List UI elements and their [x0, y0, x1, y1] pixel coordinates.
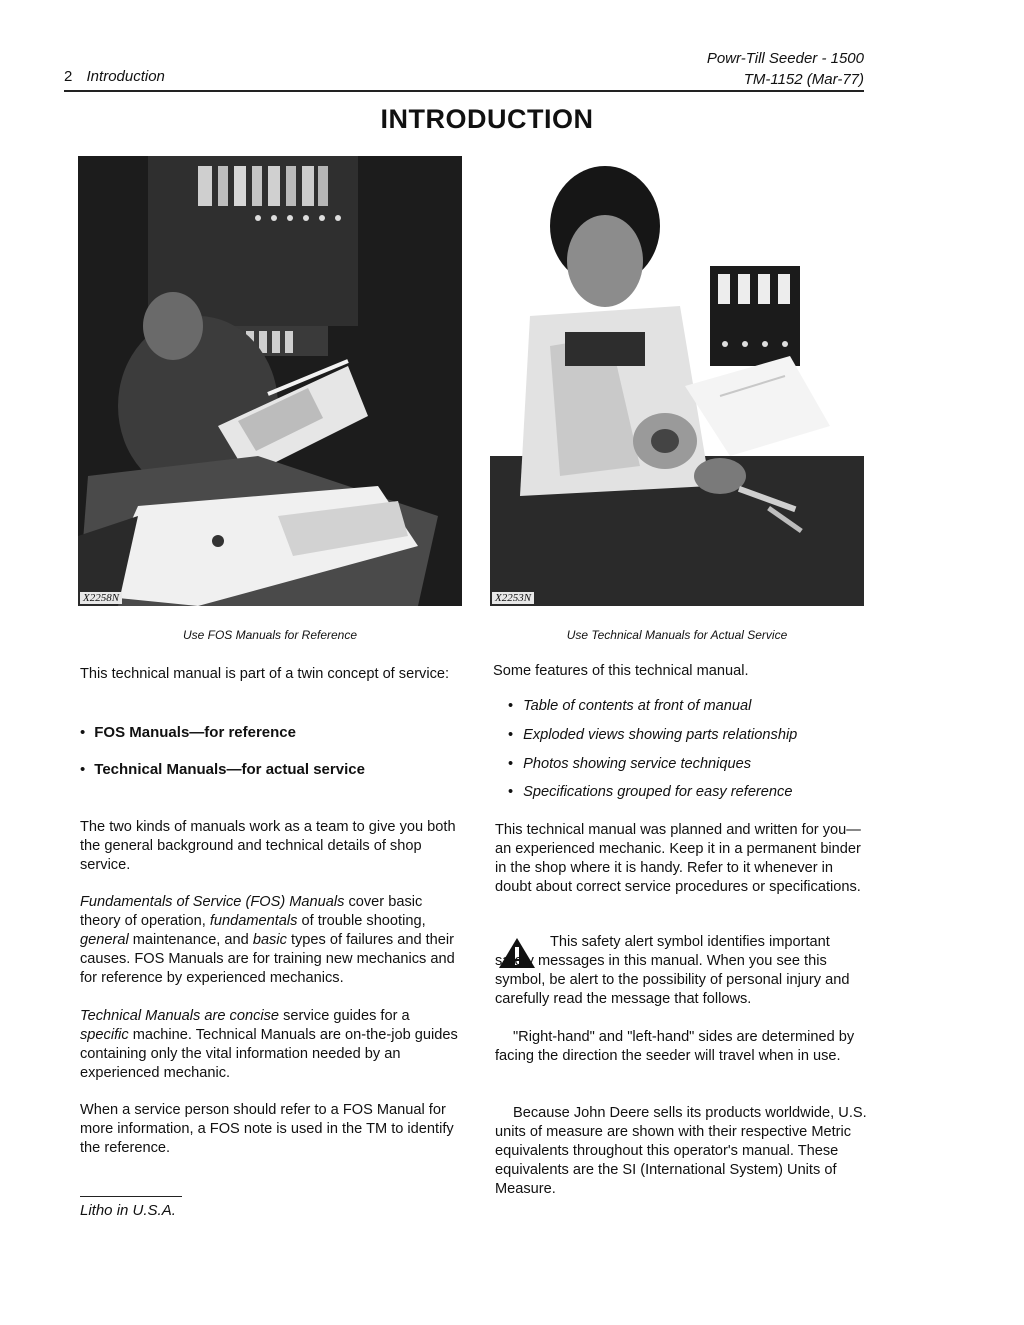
- product-name: Powr-Till Seeder - 1500: [706, 50, 864, 67]
- feature-item: • Specifications grouped for easy reference: [508, 783, 792, 802]
- intro-paragraph: This technical manual is part of a twin concept of service:: [80, 666, 450, 682]
- photo-code-left: X2258N: [80, 592, 122, 604]
- paragraph-planned: This technical manual was planned and written for you—an experienced mechanic. Keep it in a permanent binder in the shop where it is handy. Refer to it whenever in doubt about correct service procedures or specifications.: [495, 822, 861, 895]
- caption-left: Use FOS Manuals for Reference: [182, 628, 358, 642]
- feature-item: • Photos showing service techniques: [508, 755, 751, 774]
- paragraph-fos: Fundamentals of Service (FOS) Manuals cover basic theory of operation, fundamentals of trouble shooting, general maintenance, and basic types of failures and their causes. FOS Manuals are for training new mechanics and for reference by experienced mechanics.: [80, 894, 455, 986]
- features-intro: Some features of this technical manual.: [493, 663, 749, 679]
- paragraph-safety: This safety alert symbol identifies important safety messages in this manual. When you see this symbol, be alert to the possibility of personal injury and carefully read the message that follows.: [495, 934, 850, 1007]
- manual-id: TM-1152 (Mar-77): [743, 71, 864, 88]
- paragraph-technical: Technical Manuals are concise service guides for a specific machine. Technical Manuals are on-the-job guides containing only the vital information needed by an experienced mechanic.: [80, 1008, 458, 1081]
- paragraph-team: The two kinds of manuals work as a team to give you both the general background and technical details of shop service.: [80, 819, 456, 873]
- footer-rule: [80, 1196, 182, 1197]
- feature-item: • Exploded views showing parts relationship: [508, 726, 797, 745]
- feature-item: • Table of contents at front of manual: [508, 697, 751, 716]
- page-number: 2: [64, 68, 73, 85]
- footer-litho: Litho in U.S.A.: [80, 1202, 176, 1219]
- paragraph-sides: "Right-hand" and "left-hand" sides are determined by facing the direction the seeder will travel when in use.: [495, 1029, 855, 1064]
- bullet-technical: • Technical Manuals—for actual service: [80, 760, 365, 779]
- bullet-fos: • FOS Manuals—for reference: [80, 723, 296, 742]
- paragraph-units: Because John Deere sells its products worldwide, U.S. units of measure are shown with their respective Metric equivalents throughout this operator's manual. These equivalents are the SI (International System) Units of Measure.: [495, 1105, 867, 1197]
- section-name: Introduction: [86, 68, 165, 85]
- photo-code-right: X2253N: [492, 592, 534, 604]
- page-title: INTRODUCTION: [380, 104, 594, 134]
- caption-right: Use Technical Manuals for Actual Service: [566, 628, 788, 642]
- paragraph-reference: When a service person should refer to a FOS Manual for more information, a FOS note is used in the TM to identify the reference.: [80, 1102, 454, 1156]
